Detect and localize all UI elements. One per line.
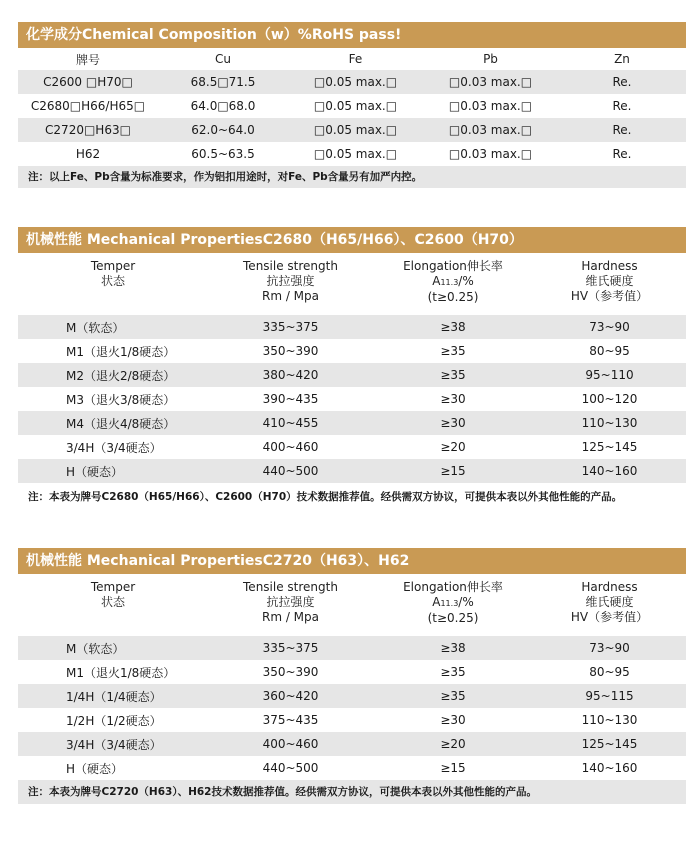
table-row bbox=[18, 142, 686, 166]
hardness-cn: 维氏硬度 bbox=[585, 274, 634, 288]
cell-fe: □0.05 max.□ bbox=[288, 118, 423, 142]
cell-cu: 64.0□68.0 bbox=[190, 99, 256, 113]
cell-fe: □0.05 max.□ bbox=[313, 147, 398, 161]
temper-en: Temper bbox=[90, 580, 136, 594]
cell-grade: C2720□H63□ bbox=[18, 118, 158, 142]
cell-temper: M1（退火1/8硬态） bbox=[66, 665, 176, 680]
temper-cn: 状态 bbox=[100, 595, 125, 609]
elongation-symbol bbox=[373, 274, 533, 290]
table-row bbox=[18, 387, 686, 411]
elongation-unit: /% bbox=[458, 595, 474, 609]
tensile-unit: Rm / Mpa bbox=[261, 289, 320, 303]
cell-hardness: 80~95 bbox=[589, 665, 630, 679]
cell-hardness: 80~95 bbox=[589, 344, 630, 358]
cell-hardness: 125~145 bbox=[581, 440, 638, 454]
cell-hardness: 73~90 bbox=[533, 636, 686, 660]
cell-temper: M（软态） bbox=[18, 315, 208, 339]
cell-hardness: 100~120 bbox=[581, 392, 638, 406]
table-row bbox=[18, 732, 686, 756]
cell-zn: Re. bbox=[558, 70, 686, 94]
cell-elongation: ≥38 bbox=[373, 315, 533, 339]
cell-fe: □0.05 max.□ bbox=[313, 99, 398, 113]
cell-hardness: 73~90 bbox=[533, 315, 686, 339]
table-row bbox=[18, 363, 686, 387]
elongation-cond: (t≥0.25) bbox=[427, 611, 479, 625]
cell-elongation: ≥15 bbox=[440, 761, 466, 775]
cell-temper: M（软态） bbox=[18, 636, 208, 660]
cell-temper: M2（退火2/8硬态） bbox=[18, 363, 208, 387]
cell-elongation: ≥35 bbox=[440, 665, 466, 679]
cell-elongation: ≥38 bbox=[373, 636, 533, 660]
cell-tensile: 400~460 bbox=[208, 732, 373, 756]
cell-grade: H62 bbox=[75, 147, 101, 161]
elongation-cond: (t≥0.25) bbox=[427, 290, 479, 304]
mech1-note: 注：本表为牌号C2680（H65/H66）、C2600（H70）技术数据推荐值。经供需双方协议，可提供本表以外其他性能的产品。 bbox=[28, 491, 623, 503]
cell-hardness: 110~130 bbox=[581, 713, 638, 727]
table-row bbox=[18, 94, 686, 118]
cell-elongation: ≥35 bbox=[440, 344, 466, 358]
table-row bbox=[18, 435, 686, 459]
cell-zn: Re. bbox=[612, 99, 632, 113]
cell-temper: 1/2H（1/2硬态） bbox=[66, 713, 162, 728]
cell-tensile: 335~375 bbox=[208, 636, 373, 660]
cell-temper: 1/4H（1/4硬态） bbox=[18, 684, 208, 708]
cell-tensile: 375~435 bbox=[262, 713, 319, 727]
elongation-a: A bbox=[432, 595, 441, 609]
cell-zn: Re. bbox=[612, 147, 632, 161]
table-row bbox=[18, 459, 686, 483]
cell-elongation: ≥35 bbox=[373, 684, 533, 708]
elongation-sub: 11.3 bbox=[440, 278, 459, 287]
cell-hardness: 95~115 bbox=[533, 684, 686, 708]
cell-hardness: 110~130 bbox=[533, 411, 686, 435]
note-row bbox=[18, 166, 686, 188]
cell-elongation: ≥30 bbox=[440, 392, 466, 406]
hardness-en: Hardness bbox=[581, 259, 638, 273]
col-temper bbox=[18, 253, 208, 315]
table-row bbox=[18, 708, 686, 732]
cell-temper: M4（退火4/8硬态） bbox=[18, 411, 208, 435]
cell-temper: 3/4H（3/4硬态） bbox=[66, 440, 162, 455]
cell-hardness: 140~160 bbox=[533, 459, 686, 483]
mech2-table bbox=[18, 574, 686, 804]
cell-pb: □0.03 max.□ bbox=[448, 99, 533, 113]
elongation-a: A bbox=[432, 274, 441, 288]
mech2-header-row bbox=[18, 574, 686, 636]
hardness-unit: HV（参考值） bbox=[570, 610, 649, 624]
tensile-cn: 抗拉强度 bbox=[266, 595, 315, 609]
cell-grade: C2680□H66/H65□ bbox=[30, 99, 146, 113]
temper-cn: 状态 bbox=[100, 274, 125, 288]
elongation-unit: /% bbox=[458, 274, 474, 288]
table-row bbox=[18, 118, 686, 142]
cell-hardness: 95~110 bbox=[533, 363, 686, 387]
cell-tensile: 335~375 bbox=[208, 315, 373, 339]
cell-fe: □0.05 max.□ bbox=[288, 70, 423, 94]
mech2-title: 机械性能 Mechanical PropertiesC2720（H63）、H62 bbox=[18, 548, 686, 574]
cell-cu: 68.5□71.5 bbox=[158, 70, 288, 94]
cell-tensile: 360~420 bbox=[208, 684, 373, 708]
col-grade: 牌号 bbox=[75, 52, 100, 67]
composition-note: 注：以上Fe、Pb含量为标准要求，作为铝扣用途时，对Fe、Pb含量另有加严内控。 bbox=[28, 171, 423, 183]
mech2-note: 注：本表为牌号C2720（H63）、H62技术数据推荐值。经供需双方协议，可提供本表以外其他性能的产品。 bbox=[28, 786, 537, 798]
cell-temper: H（硬态） bbox=[66, 761, 124, 776]
cell-tensile: 380~420 bbox=[208, 363, 373, 387]
elongation-symbol bbox=[373, 595, 533, 611]
table-row bbox=[18, 411, 686, 435]
cell-tensile: 350~390 bbox=[262, 665, 319, 679]
cell-elongation: ≥35 bbox=[373, 363, 533, 387]
cell-elongation: ≥20 bbox=[373, 732, 533, 756]
hardness-cn: 维氏硬度 bbox=[585, 595, 634, 609]
hardness-en: Hardness bbox=[581, 580, 638, 594]
cell-grade: C2600 □H70□ bbox=[18, 70, 158, 94]
cell-tensile: 440~500 bbox=[208, 459, 373, 483]
col-cu: Cu bbox=[215, 52, 231, 66]
cell-pb: □0.03 max.□ bbox=[423, 70, 558, 94]
table-row bbox=[18, 636, 686, 660]
cell-temper: M3（退火3/8硬态） bbox=[66, 392, 176, 407]
mech1-title: 机械性能 Mechanical PropertiesC2680（H65/H66）、C2600（H70） bbox=[18, 227, 686, 253]
table-row bbox=[18, 756, 686, 780]
elongation-en: Elongation伸长率 bbox=[403, 259, 503, 273]
cell-pb: □0.03 max.□ bbox=[423, 118, 558, 142]
table-row bbox=[18, 684, 686, 708]
composition-table bbox=[18, 48, 686, 188]
mech2-section bbox=[18, 548, 686, 804]
col-fe: Fe bbox=[348, 52, 363, 66]
cell-tensile: 440~500 bbox=[262, 761, 319, 775]
tensile-cn: 抗拉强度 bbox=[266, 274, 315, 288]
cell-elongation: ≥15 bbox=[373, 459, 533, 483]
cell-pb: □0.03 max.□ bbox=[448, 147, 533, 161]
cell-tensile: 390~435 bbox=[262, 392, 319, 406]
cell-temper: H（硬态） bbox=[18, 459, 208, 483]
note-row bbox=[18, 780, 686, 804]
cell-elongation: ≥30 bbox=[440, 713, 466, 727]
cell-elongation: ≥30 bbox=[373, 411, 533, 435]
cell-hardness: 125~145 bbox=[533, 732, 686, 756]
col-zn: Zn bbox=[614, 52, 630, 66]
elongation-sub: 11.3 bbox=[440, 599, 459, 608]
tensile-unit: Rm / Mpa bbox=[261, 610, 320, 624]
tensile-en: Tensile strength bbox=[243, 580, 338, 594]
table-row bbox=[18, 70, 686, 94]
hardness-unit: HV（参考值） bbox=[570, 289, 649, 303]
cell-zn: Re. bbox=[558, 118, 686, 142]
col-temper bbox=[18, 574, 208, 636]
mech1-section bbox=[18, 227, 686, 511]
col-hardness bbox=[533, 253, 686, 315]
mech1-header-row bbox=[18, 253, 686, 315]
col-elongation bbox=[373, 253, 533, 315]
cell-temper: 3/4H（3/4硬态） bbox=[18, 732, 208, 756]
note-row bbox=[18, 483, 686, 511]
cell-cu: 60.5~63.5 bbox=[191, 147, 255, 161]
composition-section bbox=[18, 22, 686, 188]
temper-en: Temper bbox=[90, 259, 136, 273]
col-tensile bbox=[208, 253, 373, 315]
cell-temper: M1（退火1/8硬态） bbox=[66, 344, 176, 359]
composition-title: 化学成分Chemical Composition（w）%RoHS pass! bbox=[18, 22, 686, 48]
cell-tensile: 410~455 bbox=[208, 411, 373, 435]
tensile-en: Tensile strength bbox=[243, 259, 338, 273]
table-row bbox=[18, 660, 686, 684]
cell-tensile: 350~390 bbox=[262, 344, 319, 358]
mech1-table bbox=[18, 253, 686, 511]
cell-elongation: ≥20 bbox=[440, 440, 466, 454]
col-pb: Pb bbox=[483, 52, 498, 66]
cell-cu: 62.0~64.0 bbox=[158, 118, 288, 142]
col-elongation bbox=[373, 574, 533, 636]
col-tensile bbox=[208, 574, 373, 636]
table-row bbox=[18, 315, 686, 339]
table-row bbox=[18, 339, 686, 363]
elongation-en: Elongation伸长率 bbox=[403, 580, 503, 594]
cell-hardness: 140~160 bbox=[581, 761, 638, 775]
composition-header-row bbox=[18, 48, 686, 70]
cell-tensile: 400~460 bbox=[262, 440, 319, 454]
col-hardness bbox=[533, 574, 686, 636]
